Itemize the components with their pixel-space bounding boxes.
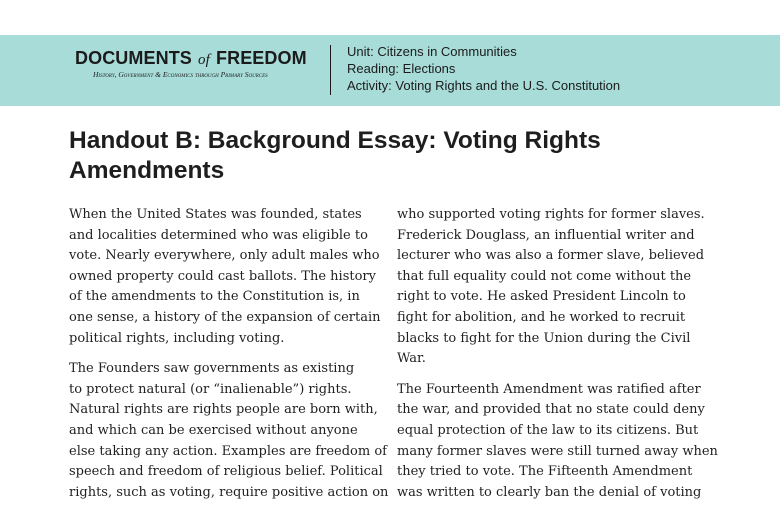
left-column — [69, 205, 389, 513]
text-line: War. — [397, 351, 426, 367]
text-line: blacks to fight for the Union during the Civil — [397, 330, 691, 346]
text-line: and which can be exercised without anyone — [69, 422, 358, 438]
documents-of-freedom-logo — [75, 48, 320, 79]
logo-title: DOCUMENTS of FREEDOM — [75, 48, 307, 68]
lesson-info — [347, 43, 620, 94]
reading-label: Reading: Elections — [347, 61, 456, 76]
text-line: else taking any action. Examples are freedom of — [69, 443, 387, 459]
text-line: political rights, including voting. — [69, 330, 285, 346]
text-line: equal protection of the law to its citizens. But — [397, 422, 699, 438]
unit-label: Unit: Citizens in Communities — [347, 44, 517, 59]
text-line: fight for abolition, and he worked to recruit — [397, 309, 686, 325]
left-paragraph-1 — [69, 205, 389, 349]
text-line: the war, and provided that no state could deny — [397, 402, 705, 418]
right-paragraph-1 — [397, 205, 717, 370]
text-line: The Founders saw governments as existing — [69, 361, 355, 377]
text-line: owned property could cast ballots. The history — [69, 268, 376, 284]
page-title — [69, 126, 669, 186]
text-line: The Fourteenth Amendment was ratified after — [397, 381, 701, 397]
header-divider — [330, 45, 331, 95]
text-line: Frederick Douglass, an influential writer and — [397, 227, 695, 243]
text-line: and localities determined who was eligible to — [69, 227, 368, 243]
activity-label: Activity: Voting Rights and the U.S. Constitution — [347, 78, 621, 93]
right-paragraph-2 — [397, 380, 717, 504]
text-line: speech and freedom of religious belief. Political — [69, 464, 383, 480]
text-line: Natural rights are rights people are born with, — [69, 402, 378, 418]
text-line: to protect natural (or “inalienable”) rights. — [69, 381, 352, 397]
text-line: lecturer who was also a former slave, believed — [397, 248, 705, 264]
text-line: vote. Nearly everywhere, only adult males who — [69, 248, 380, 264]
text-line: rights, such as voting, require positive action on — [69, 484, 389, 500]
right-column — [397, 205, 717, 513]
title-line-2: Amendments — [69, 157, 225, 184]
text-line: When the United States was founded, states — [69, 207, 362, 222]
left-paragraph-2 — [69, 359, 389, 503]
text-line: that full equality could not come without the — [397, 268, 692, 284]
header-banner — [0, 35, 780, 106]
text-line: they tried to vote. The Fifteenth Amendment — [397, 464, 693, 480]
text-line: of the amendments to the Constitution is, in — [69, 289, 360, 305]
text-line: many former slaves were still turned away when — [397, 443, 718, 459]
text-line: was written to clearly ban the denial of voting — [397, 484, 702, 500]
text-line: one sense, a history of the expansion of certain — [69, 309, 381, 325]
text-line: who supported voting rights for former slaves. — [397, 207, 705, 222]
logo-tagline: History, Government & Economics through Primary Sources — [93, 70, 268, 79]
text-line: right to vote. He asked President Lincoln to — [397, 289, 686, 305]
title-line-1: Handout B: Background Essay: Voting Rights — [69, 127, 601, 154]
